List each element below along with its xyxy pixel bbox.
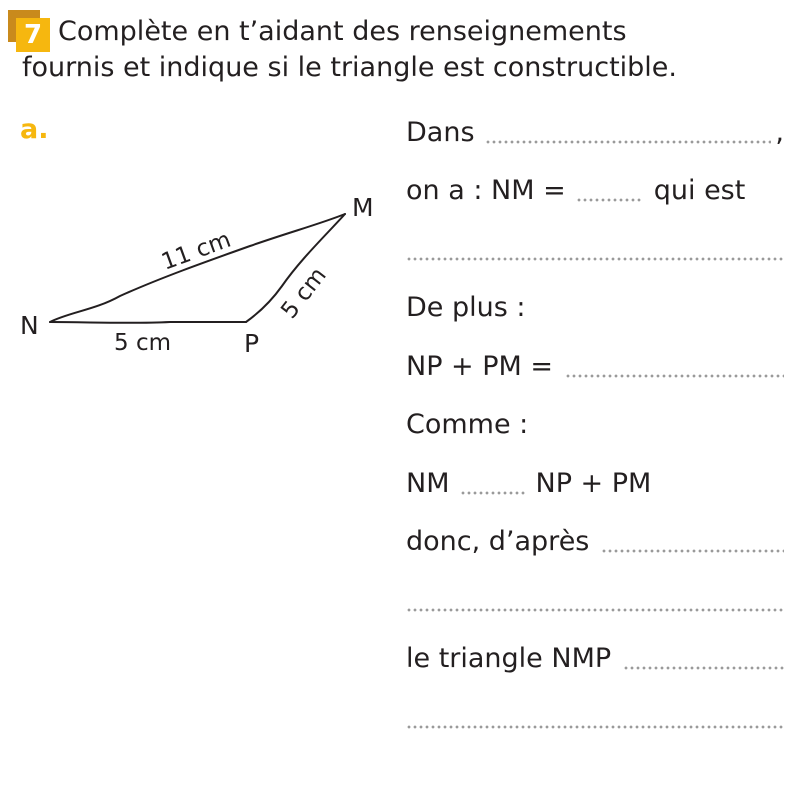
instruction-line-1: Complète en t’aidant des renseignements	[58, 16, 627, 47]
answer-line-11	[406, 698, 784, 738]
answer-text: NP + PM =	[406, 351, 554, 382]
answer-line-6	[406, 405, 784, 445]
part-label: a.	[20, 114, 49, 145]
side-label-NP: 5 cm	[114, 330, 171, 356]
answer-line-3	[406, 230, 784, 270]
answer-blank[interactable]	[576, 198, 642, 202]
answer-blank[interactable]	[565, 374, 784, 378]
answer-line-9	[406, 581, 784, 621]
exercise-instruction	[22, 14, 792, 86]
answer-text: on a : NM =	[406, 175, 566, 206]
vertex-label-M: M	[352, 193, 374, 222]
answer-blank[interactable]	[406, 608, 784, 612]
answer-text: NM	[406, 468, 450, 499]
side-label-PM: 5 cm	[276, 262, 332, 324]
answer-text: ,	[775, 117, 784, 148]
answer-line-5	[406, 347, 784, 387]
answer-blank[interactable]	[460, 491, 526, 495]
answer-line-2	[406, 171, 784, 211]
answer-text: De plus :	[406, 292, 526, 323]
answer-text: qui est	[653, 175, 746, 206]
vertex-label-N: N	[20, 311, 39, 340]
answer-text: donc, d’après	[406, 526, 590, 557]
side-label-NM: 11 cm	[158, 226, 235, 276]
exercise-number: 7	[16, 18, 50, 52]
triangle-figure	[0, 170, 400, 370]
answer-line-7	[406, 464, 784, 504]
vertex-label-P: P	[244, 329, 260, 358]
answer-blank[interactable]	[485, 140, 772, 144]
answer-line-8	[406, 522, 784, 562]
answer-line-1	[406, 113, 784, 153]
answer-blank[interactable]	[406, 725, 784, 729]
answer-line-4	[406, 288, 784, 328]
answer-line-10	[406, 639, 784, 679]
answer-text: le triangle NMP	[406, 643, 612, 674]
answer-text: NP + PM	[535, 468, 652, 499]
answer-text: Comme :	[406, 409, 529, 440]
answer-text: Dans	[406, 117, 475, 148]
answer-blank[interactable]	[623, 666, 784, 670]
answer-blank[interactable]	[601, 549, 784, 553]
side-NP	[50, 322, 246, 323]
instruction-line-2: fournis et indique si le triangle est constructible.	[22, 52, 677, 83]
answer-blank[interactable]	[406, 257, 784, 261]
